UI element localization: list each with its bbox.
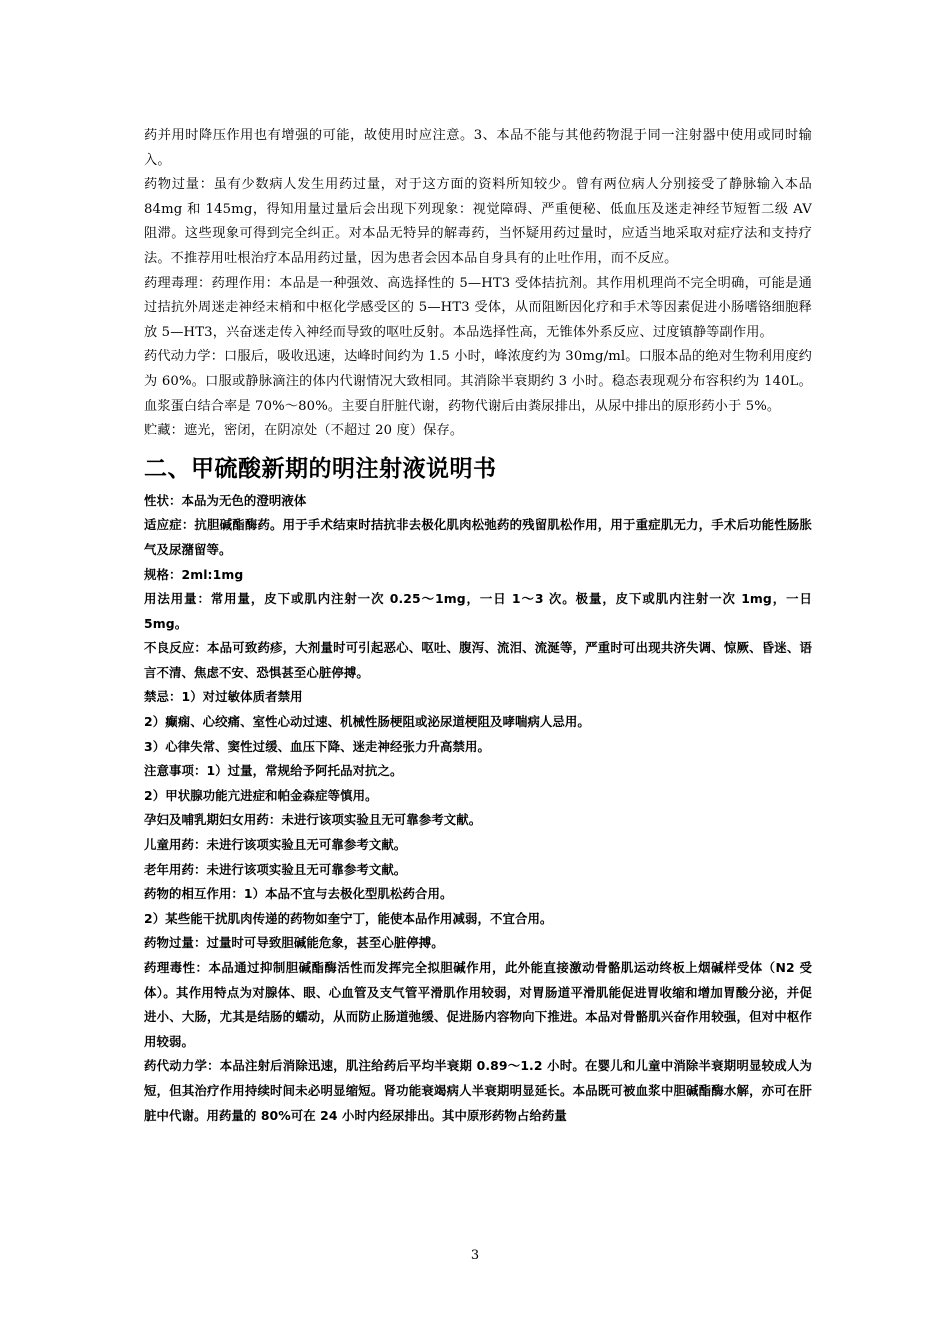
paragraph-pharmacology: 药理毒理：药理作用：本品是一种强效、高选择性的 5—HT3 受体拮抗剂。其作用机理尚不完全明确，可能是通过拮抗外周迷走神经末梢和中枢化学感受区的 5—HT3 受体，从而阻断因化疗和手术等因素促进小肠嗜铬细胞释放 5—HT3，兴奋迷走传入神经而导致的呕吐反射。本品选择性高，无锥体外系反应、过度镇静等副作用。 — [144, 275, 812, 340]
paragraph: 药并用时降压作用也有增强的可能，故使用时应注意。3、本品不能与其他药物混于同一注射器中使用或同时输入。 — [144, 128, 812, 168]
paragraph-geriatric: 老年用药：未进行该项实验且无可靠参考文献。 — [144, 861, 407, 877]
paragraph-contraindications-2: 2）癫痫、心绞痛、室性心动过速、机械性肠梗阻或泌尿道梗阻及哮喘病人忌用。 — [144, 714, 590, 730]
paragraph-contraindications: 禁忌：1）对过敏体质者禁用 — [144, 689, 303, 705]
paragraph-specification: 规格：2ml:1mg — [144, 566, 244, 582]
paragraph-toxicology: 药理毒性：本品通过抑制胆碱酯酶活性而发挥完全拟胆碱作用，此外能直接激动骨骼肌运动终板上烟碱样受体（N2 受体）。其作用特点为对腺体、眼、心血管及支气管平滑肌作用较弱，对胃肠道平滑肌能促进胃收缩和增加胃酸分泌，并促进小、大肠，尤其是结肠的蠕动，从而防止肠道弛缓、促进肠内容物向下推进。本品对骨骼肌兴奋作用较强，但对中枢作用较弱。 — [144, 960, 812, 1049]
page-number: 3 — [470, 1248, 480, 1263]
paragraph-precautions-2: 2）甲状腺功能亢进症和帕金森症等慎用。 — [144, 787, 378, 803]
paragraph-interactions: 药物的相互作用：1）本品不宜与去极化型肌松药合用。 — [144, 886, 453, 902]
page-content — [144, 124, 812, 1128]
paragraph-pharmacokinetics: 药代动力学：口服后，吸收迅速，达峰时间约为 1.5 小时，峰浓度约为 30mg/ml。口服本品的绝对生物利用度约为 60%。口服或静脉滴注的体内代谢情况大致相同。其消除半衰期约 3 小时。稳态表现观分布容积约为 140L。血浆蛋白结合率是 70%～80%。主要自肝脏代谢，药物代谢后由粪尿排出，从尿中排出的原形药小于 5%。 — [144, 349, 812, 414]
paragraph-interactions-2: 2）某些能干扰肌肉传递的药物如奎宁丁，能使本品作用减弱，不宜合用。 — [144, 910, 553, 926]
paragraph-overdose: 药物过量：虽有少数病人发生用药过量，对于这方面的资料所知较少。曾有两位病人分别接受了静脉输入本品 84mg 和 145mg，得知用量过量后会出现下列现象：视觉障碍、严重便秘、低血压及迷走神经节短暂二级 AV 阻滞。这些现象可得到完全纠正。对本品无特异的解毒药，当怀疑用药过量时，应适当地采取对症疗法和支持疗法。不推荐用吐根治疗本品用药过量，因为患者会因本品自身具有的止吐作用，而不反应。 — [144, 177, 812, 266]
paragraph-pregnancy: 孕妇及哺乳期妇女用药：未进行该项实验且无可靠参考文献。 — [144, 812, 482, 828]
paragraph-contraindications-3: 3）心律失常、窦性过缓、血压下降、迷走神经张力升高禁用。 — [144, 738, 490, 754]
section-heading: 二、甲硫酸新期的明注射液说明书 — [144, 455, 497, 482]
paragraph-pharmacokinetics-2: 药代动力学：本品注射后消除迅速，肌注给药后平均半衰期 0.89～1.2 小时。在婴儿和儿童中消除半衰期明显较成人为短，但其治疗作用持续时间未必明显缩短。肾功能衰竭病人半衰期明显延长。本品既可被血浆中胆碱酯酶水解，亦可在肝脏中代谢。用药量的 80%可在 24 小时内经尿排出。其中原形药物占给药量 — [144, 1058, 812, 1123]
paragraph-dosage: 用法用量：常用量，皮下或肌内注射一次 0.25～1mg，一日 1～3 次。极量，皮下或肌内注射一次 1mg，一日 5mg。 — [144, 591, 812, 631]
paragraph-overdose-2: 药物过量：过量时可导致胆碱能危象，甚至心脏停搏。 — [144, 935, 444, 951]
paragraph-precautions: 注意事项：1）过量，常规给予阿托品对抗之。 — [144, 763, 403, 779]
paragraph-indications: 适应症：抗胆碱酯酶药。用于手术结束时拮抗非去极化肌肉松弛药的残留肌松作用，用于重症肌无力，手术后功能性肠胀气及尿潴留等。 — [144, 517, 812, 557]
paragraph-pediatric: 儿童用药：未进行该项实验且无可靠参考文献。 — [144, 837, 407, 853]
paragraph-adverse-reactions: 不良反应：本品可致药疹，大剂量时可引起恶心、呕吐、腹泻、流泪、流涎等，严重时可出现共济失调、惊厥、昏迷、语言不清、焦虑不安、恐惧甚至心脏停搏。 — [144, 640, 812, 680]
paragraph-properties: 性状：本品为无色的澄明液体 — [144, 492, 307, 508]
paragraph-storage: 贮藏：遮光，密闭，在阴凉处（不超过 20 度）保存。 — [144, 423, 464, 439]
